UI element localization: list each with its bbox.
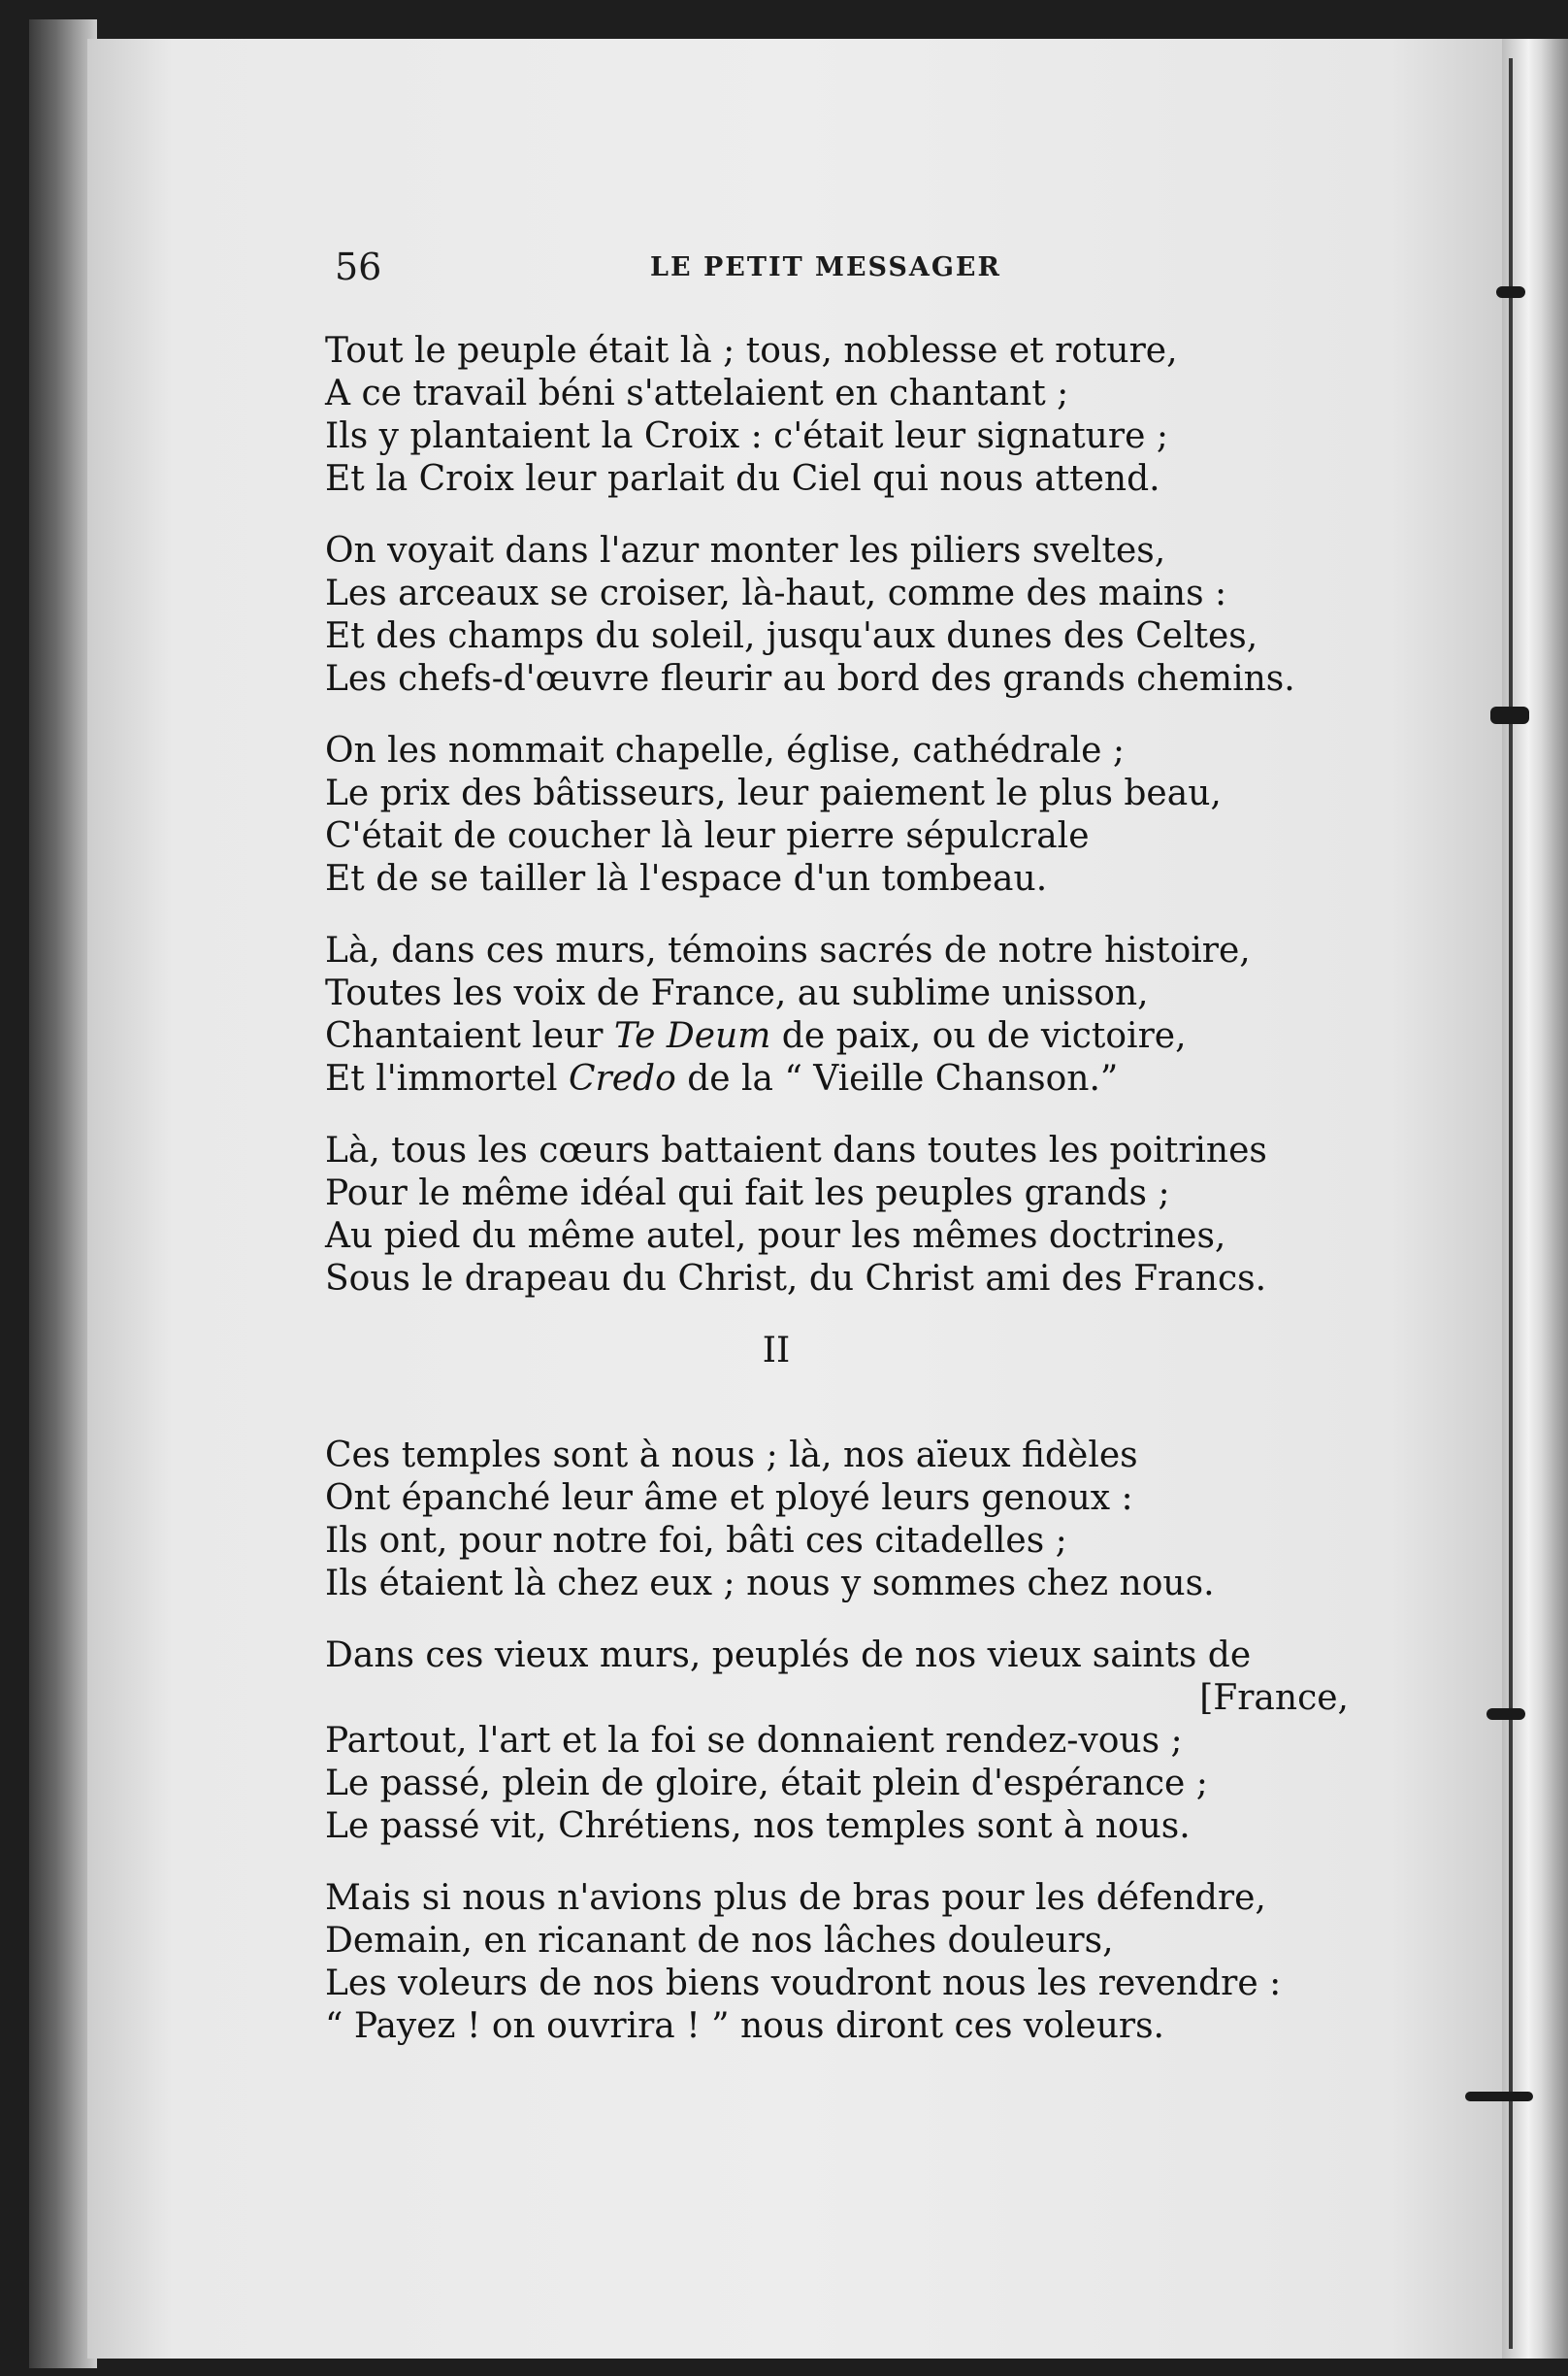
verse-line: Demain, en ricanant de nos lâches douleurs,	[325, 1921, 1114, 1961]
verse-line: Là, dans ces murs, témoins sacrés de notre histoire,	[325, 931, 1251, 971]
stanza	[325, 1435, 1373, 1605]
verse-line: Les arceaux se croiser, là-haut, comme des mains :	[325, 574, 1227, 613]
verse-text: Et l'immortel	[325, 1059, 569, 1099]
verse-line: Ont épanché leur âme et ployé leurs genoux :	[325, 1478, 1133, 1518]
verse-line: Les chefs-d'œuvre fleurir au bord des grands chemins.	[325, 659, 1295, 699]
verse-line: Sous le drapeau du Christ, du Christ ami des Francs.	[325, 1259, 1267, 1299]
stanza	[325, 1634, 1373, 1848]
verse-line: “ Payez ! on ouvrira ! ” nous diront ces voleurs.	[325, 2006, 1165, 2046]
verse-text: de la “ Vieille Chanson.”	[675, 1059, 1119, 1099]
verse-line: Ces temples sont à nous ; là, nos aïeux fidèles	[325, 1436, 1138, 1475]
verse-text: de paix, ou de victoire,	[770, 1016, 1187, 1056]
stanza	[325, 730, 1373, 901]
verse-line: Pour le même idéal qui fait les peuples grands ;	[325, 1173, 1170, 1213]
verse-line: Le passé, plein de gloire, était plein d'espérance ;	[325, 1764, 1208, 1803]
binding-thread	[1509, 58, 1513, 2349]
verse-line: Ils y plantaient la Croix : c'était leur signature ;	[325, 416, 1168, 456]
binding-knot	[1486, 1708, 1525, 1720]
stanza	[325, 330, 1373, 501]
verse-line: Le prix des bâtisseurs, leur paiement le plus beau,	[325, 774, 1222, 813]
stanza	[325, 930, 1373, 1101]
verse-line: C'était de coucher là leur pierre sépulcrale	[325, 816, 1090, 856]
stanza	[325, 1130, 1373, 1301]
latin-title: Credo	[569, 1059, 676, 1099]
verse-text: Chantaient leur	[325, 1016, 614, 1056]
verse-line: Et la Croix leur parlait du Ciel qui nous attend.	[325, 459, 1160, 499]
verse-line	[325, 1058, 1373, 1101]
section-numeral: II	[762, 1331, 791, 1370]
verse-line: Et des champs du soleil, jusqu'aux dunes des Celtes,	[325, 616, 1258, 656]
verse-line: Ils ont, pour notre foi, bâti ces citadelles ;	[325, 1521, 1067, 1561]
binding-knot	[1496, 286, 1525, 298]
verse-line	[325, 1015, 1373, 1058]
poem-body	[325, 330, 1373, 2077]
verse-line: Dans ces vieux murs, peuplés de nos vieux saints de	[325, 1635, 1252, 1675]
latin-title: Te Deum	[613, 1016, 771, 1056]
verse-line: Ils étaient là chez eux ; nous y sommes chez nous.	[325, 1564, 1215, 1603]
running-title: LE PETIT MESSAGER	[650, 252, 1001, 282]
verse-continuation: [France,	[1199, 1678, 1349, 1718]
stanza	[325, 530, 1373, 701]
verse-line: Là, tous les cœurs battaient dans toutes les poitrines	[325, 1131, 1267, 1171]
verse-line: Toutes les voix de France, au sublime unisson,	[325, 974, 1149, 1013]
verse-line: Les voleurs de nos biens voudront nous les revendre :	[325, 1964, 1282, 2003]
verse-line: Mais si nous n'avions plus de bras pour les défendre,	[325, 1878, 1266, 1918]
verse-line: A ce travail béni s'attelaient en chantant ;	[325, 374, 1069, 413]
page-header	[335, 243, 1033, 291]
verse-line: Le passé vit, Chrétiens, nos temples sont à nous.	[325, 1806, 1191, 1846]
verse-line: On voyait dans l'azur monter les piliers sveltes,	[325, 531, 1166, 571]
binding-knot	[1490, 707, 1529, 724]
verse-line: Et de se tailler là l'espace d'un tombeau.	[325, 859, 1048, 899]
page-number: 56	[335, 246, 382, 288]
stanza	[325, 1877, 1373, 2048]
verse-line: Au pied du même autel, pour les mêmes doctrines,	[325, 1216, 1226, 1256]
binding-knot	[1465, 2092, 1533, 2101]
verse-line: On les nommait chapelle, église, cathédrale ;	[325, 731, 1126, 771]
verse-line: Partout, l'art et la foi se donnaient rendez-vous ;	[325, 1721, 1183, 1761]
verse-line: Tout le peuple était là ; tous, noblesse et roture,	[325, 331, 1178, 371]
